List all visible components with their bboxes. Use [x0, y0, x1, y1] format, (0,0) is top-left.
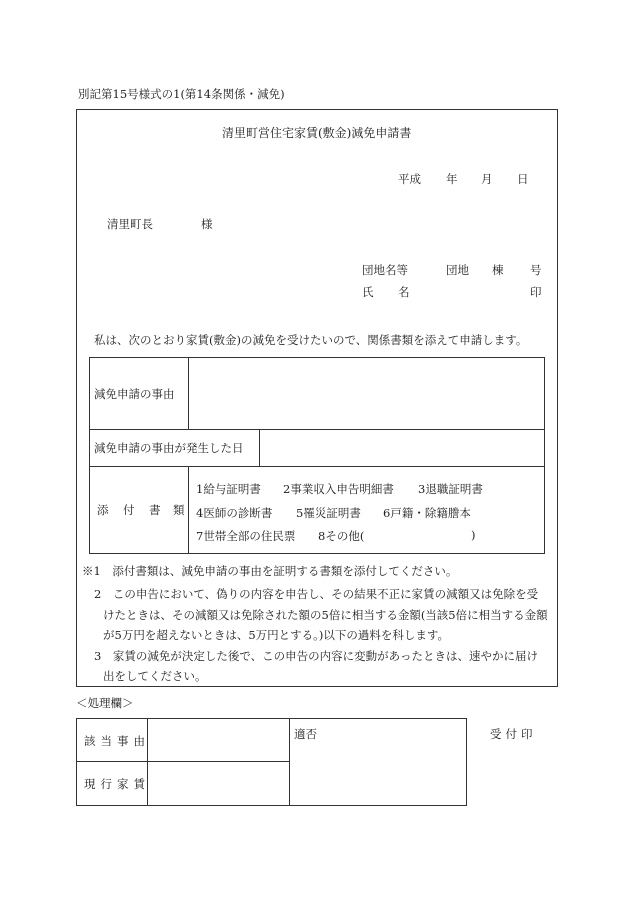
attachments-label-char: 付 [123, 503, 135, 517]
current-rent-label: 現行家賃 [84, 777, 150, 791]
seal-mark[interactable]: 印 [530, 285, 542, 299]
processing-heading: ＜処理欄＞ [76, 696, 134, 710]
reason-date-field[interactable] [260, 430, 544, 465]
date-era: 平成 [398, 172, 421, 186]
form-number-label: 別記第15号様式の1(第14条関係・減免) [78, 87, 285, 101]
date-month[interactable]: 月 [481, 172, 493, 186]
reception-stamp-label: 受付印 [490, 727, 537, 741]
date-year[interactable]: 年 [446, 172, 458, 186]
applicable-reason-label: 該当事由 [84, 734, 150, 748]
name-label-second: 名 [398, 285, 410, 299]
attachments-label-char: 添 [97, 503, 109, 517]
approval-label: 適否 [294, 727, 317, 741]
note-3-line-1: 3 家賃の減免が決定した後で、この申告の内容に変動があったときは、速やかに届け [94, 649, 538, 663]
attachment-option-2[interactable]: 2事業収入申告明細書 [283, 482, 394, 496]
attachment-option-7[interactable]: 7世帯全部の住民票 [196, 529, 296, 543]
complex-unit[interactable]: 団地 [446, 263, 469, 277]
reason-date-label: 減免申請の事由が発生した日 [94, 441, 244, 455]
table-divider [188, 466, 189, 554]
number-unit[interactable]: 号 [530, 263, 542, 277]
form-title: 清里町営住宅家賃(敷金)減免申請書 [222, 126, 412, 140]
name-label-first: 氏 [362, 285, 374, 299]
attachment-option-6[interactable]: 6戸籍・除籍謄本 [383, 506, 471, 520]
note-2-line-1: 2 この申告において、偽りの内容を申告し、その結果不正に家賃の減額又は免除を受 [94, 587, 539, 601]
attachment-option-5[interactable]: 5罹災証明書 [296, 506, 361, 520]
current-rent-field[interactable] [148, 762, 288, 805]
attachment-option-3[interactable]: 3退職証明書 [418, 482, 483, 496]
complex-label: 団地名等 [362, 263, 408, 277]
note-3-line-2: 出をしてください。 [103, 669, 207, 683]
table-divider [89, 466, 545, 467]
addressee-name: 清里町長 [107, 217, 153, 231]
applicable-reason-field[interactable] [148, 719, 288, 760]
attachment-option-4[interactable]: 4医師の診断書 [196, 506, 273, 520]
note-2-line-3: が5万円を超えないときは、5万円とする。)以下の過料を科します。 [103, 628, 449, 642]
application-statement: 私は、次のとおり家賃(敷金)の減免を受けたいので、関係書類を添えて申請します。 [94, 333, 528, 347]
building-unit[interactable]: 棟 [492, 263, 504, 277]
note-2-line-2: けたときは、その減額又は免除された額の5倍に相当する金額(当該5倍に相当する金額 [103, 608, 548, 622]
attachment-other-close: ) [471, 528, 476, 542]
attachment-option-1[interactable]: 1給与証明書 [196, 482, 261, 496]
addressee-honorific: 様 [201, 217, 213, 231]
note-1: ※1 添付書類は、減免申請の事由を証明する書類を添付してください。 [82, 564, 458, 578]
reduction-reason-label: 減免申請の事由 [94, 387, 175, 401]
attachment-option-8[interactable]: 8その他( [318, 529, 365, 543]
approval-field[interactable] [290, 740, 466, 805]
date-day[interactable]: 日 [517, 172, 529, 186]
reduction-reason-field[interactable] [189, 358, 544, 428]
attachments-label-char: 類 [173, 503, 185, 517]
attachments-label-char: 書 [149, 503, 161, 517]
